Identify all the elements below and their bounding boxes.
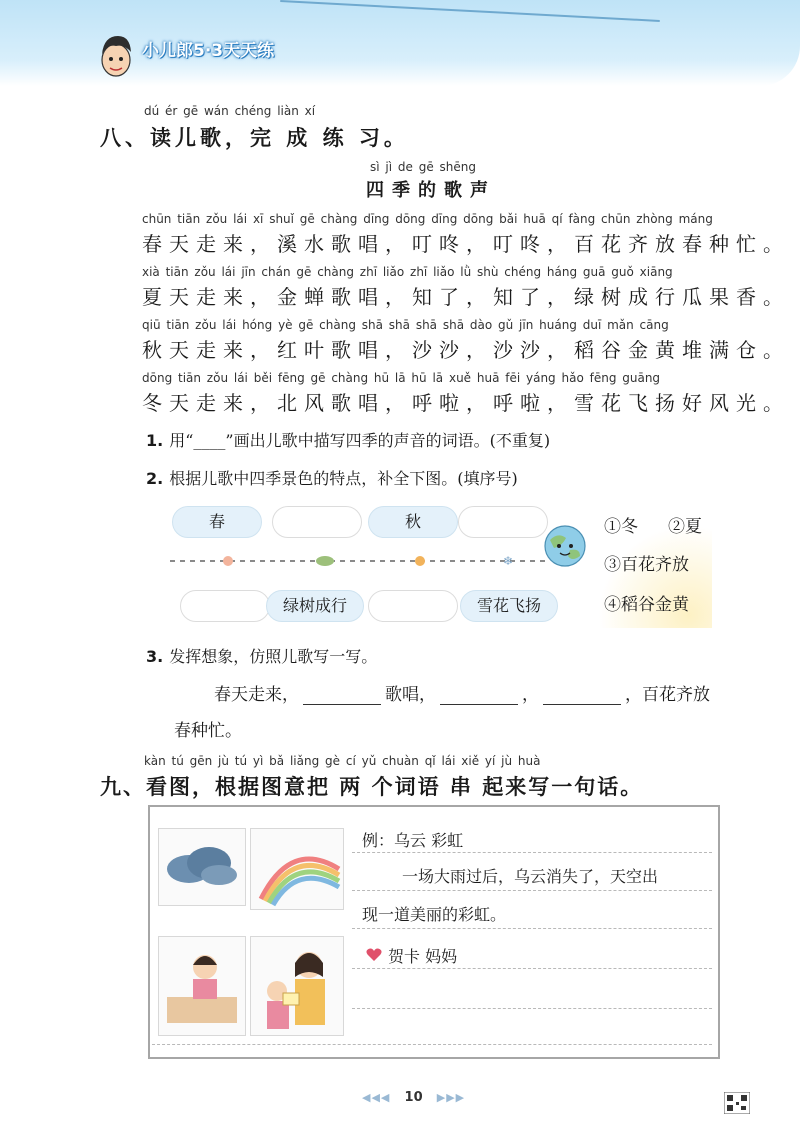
- dash-line-1: [352, 852, 712, 853]
- season-cloud-bottom-3-blank[interactable]: [368, 590, 458, 622]
- poem-title-pinyin: sì jì de gē shēng: [370, 160, 476, 174]
- example-label: 例：乌云 彩虹: [362, 831, 464, 850]
- season-cloud-bottom-1-blank[interactable]: [180, 590, 270, 622]
- question-2-number: 2.: [146, 469, 164, 488]
- option-1: ①冬: [604, 517, 638, 537]
- poem-line-3: 秋天走来，红叶歌唱，沙沙，沙沙，稻谷金黄堆满仓。: [142, 338, 790, 362]
- fill-line-end: ，百花齐放: [625, 685, 710, 705]
- poem-line-1: 春天走来，溪水歌唱，叮咚，叮咚，百花齐放春种忙。: [142, 232, 790, 256]
- option-2: ②夏: [668, 517, 702, 537]
- girl-card-icon: [159, 937, 245, 1035]
- poem-line-1-pinyin: chūn tiān zǒu lái xī shuǐ gē chàng dīng dōng dīng dōng bǎi huā qí fàng chūn zhòng máng: [142, 212, 713, 226]
- rainbow-icon: [251, 829, 343, 909]
- poem-line-2-pinyin: xià tiān zǒu lái jīn chán gē chàng zhī liǎo zhī liǎo lǜ shù chéng háng guā guǒ xiāng: [142, 265, 673, 279]
- season-cloud-top-2-blank[interactable]: [272, 506, 362, 538]
- season-cloud-top-3: 秋: [368, 506, 458, 538]
- option-3: ③百花齐放: [604, 555, 689, 575]
- fill-line-start: 春天走来，: [214, 685, 299, 705]
- question-2: [146, 466, 518, 489]
- leaf-icon: [316, 556, 334, 566]
- page-number: 10: [404, 1090, 423, 1105]
- poem-line-3-pinyin: qiū tiān zǒu lái hóng yè gē chàng shā shā shā shā dào gǔ jīn huáng duī mǎn cāng: [142, 318, 669, 332]
- question-1-number: 1.: [146, 431, 164, 450]
- answer-line-3[interactable]: [152, 1044, 712, 1045]
- answer-line-2[interactable]: [352, 1008, 712, 1009]
- poem-line-4-pinyin: dōng tiān zǒu lái běi fēng gē chàng hū lā hū lā xuě huā fēi yáng hǎo fēng guāng: [142, 371, 661, 385]
- poem-line-2: 夏天走来，金蝉歌唱，知了，知了，绿树成行瓜果香。: [142, 285, 790, 309]
- fill-blank-2[interactable]: [440, 686, 518, 705]
- example-line-1: 一场大雨过后，乌云消失了，天空出: [402, 867, 659, 886]
- earth-mascot-icon: [540, 522, 590, 570]
- question-3-fill-line: [214, 680, 710, 705]
- question-3: [146, 644, 377, 667]
- snowflake-icon: ❄: [503, 554, 514, 568]
- qr-code-icon: [724, 1092, 750, 1114]
- right-arrows: ▶▶▶: [436, 1091, 466, 1104]
- question-2-text: 根据儿歌中四季景色的特点，补全下图。(填序号): [169, 469, 518, 488]
- timeline-dashed-line: [170, 550, 550, 572]
- dark-cloud-image: [158, 828, 246, 906]
- page-footer: [362, 1090, 465, 1105]
- mascot-icon: [96, 30, 136, 78]
- season-cloud-bottom-4: 雪花飞扬: [460, 590, 558, 622]
- season-cloud-top-1: 春: [172, 506, 262, 538]
- girl-giving-card-image: [250, 936, 344, 1036]
- dash-line-2: [352, 890, 712, 891]
- section9-heading: 九、看图，根据图意把 两 个词语 串 起来写一句话。: [100, 774, 644, 799]
- fill-line-comma: ，: [522, 685, 539, 705]
- question-3-number: 3.: [146, 647, 164, 666]
- brand-title: 小儿郎5·3天天练: [142, 41, 275, 61]
- section8-heading: 八、读儿歌，完 成 练 习。: [100, 125, 409, 150]
- task-words: 贺卡 妈妈: [388, 947, 458, 966]
- left-arrows: ◀◀◀: [362, 1091, 391, 1104]
- example-line-2: 现一道美丽的彩虹。: [362, 905, 507, 924]
- heart-icon: [366, 948, 382, 962]
- fill-line-word: 歌唱，: [385, 685, 436, 705]
- fill-blank-3[interactable]: [543, 686, 621, 705]
- section9-pinyin: kàn tú gēn jù tú yì bǎ liǎng gè cí yǔ chuàn qǐ lái xiě yí jù huà: [144, 754, 541, 768]
- poem-title: 四季的歌声: [366, 180, 496, 201]
- question-1-text: 用“____”画出儿歌中描写四季的声音的词语。(不重复): [169, 431, 551, 450]
- mother-daughter-icon: [251, 937, 343, 1035]
- dark-cloud-icon: [159, 829, 245, 905]
- flower-icon: [223, 556, 233, 566]
- dash-line-3: [352, 928, 712, 929]
- rainbow-image: [250, 828, 344, 910]
- section8-pinyin: dú ér gē wán chéng liàn xí: [144, 104, 316, 118]
- question-3-text: 发挥想象，仿照儿歌写一写。: [169, 647, 378, 666]
- question-1: [146, 428, 550, 451]
- season-cloud-bottom-2: 绿树成行: [266, 590, 364, 622]
- poem-line-4: 冬天走来，北风歌唱，呼啦，呼啦，雪花飞扬好风光。: [142, 391, 790, 415]
- answer-line-1[interactable]: [352, 968, 712, 969]
- maple-icon: [415, 556, 425, 566]
- question-3-line2: 春种忙。: [174, 721, 242, 741]
- option-4: ④稻谷金黄: [604, 595, 689, 615]
- season-cloud-top-4-blank[interactable]: [458, 506, 548, 538]
- fill-blank-1[interactable]: [303, 686, 381, 705]
- girl-making-card-image: [158, 936, 246, 1036]
